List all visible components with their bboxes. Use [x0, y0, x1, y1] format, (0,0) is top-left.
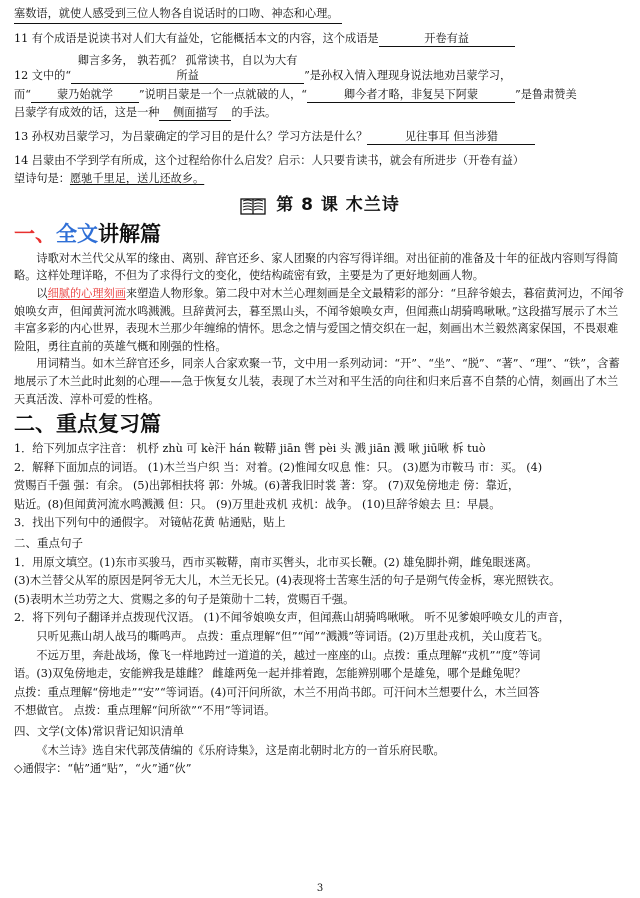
question-14: 14 吕蒙由不学到学有所成，这个过程给你什么启发？启示：人只要肯读书，就会有所进步（开卷有益） — [14, 153, 525, 167]
q13-answer: 见往事耳 但当涉猎 — [367, 129, 535, 145]
lesson-header — [14, 196, 626, 216]
literature-1: 《木兰诗》选自宋代郭茂倩编的《乐府诗集》，这是南北朝时北方的一首乐府民歌。 — [36, 743, 445, 757]
section-2-heading: 二、重点复习篇 — [14, 412, 161, 437]
paragraph-3: 用词精当。如木兰辞官还乡，同亲人合家欢聚一节，文中用一系列动词：“开”、“坐”、“脱”、“著”、“理”、“铁”，含蓄地展示了木兰此时此刻的心理——急于恢复女儿装，表现了木兰对和平生活的向往和归来后喜不自禁的心情，刻画出了木兰天真活泼、淳朴可爱的性格。 — [14, 357, 620, 406]
q12-answer-4: 侧面描写 — [159, 105, 231, 121]
q12-answer-1: 卿言多务， 孰若孤？ 孤常读书，自以为大有所益 — [71, 53, 304, 84]
paragraph-2: 以细腻的心理刻画来塑造人物形象。第二段中对木兰心理刻画是全文最精彩的部分：“旦辞爷娘去，暮宿黄河边，不闻爷娘唤女声，但闻黄河流水鸣溅溅。旦辞黄河去，暮至黑山头，不闻爷娘唤女声，但闻燕山胡骑鸣啾啾。”这段描写展示了木兰丰富多彩的内心世界，表现木兰那少年缠绵的情怀。思念之情与爱国之情交织在一起，刻画出木兰毅然离家保国，不畏艰难险阻，勇往直前的英雄气概和刚强的性格。 — [14, 286, 624, 353]
review-2c: 贴近。(8)但闻黄河流水鸣溅溅 但：只。 (9)万里赴戎机 戎机：战争。 (10)旦辞爷娘去 旦：早晨。 — [14, 497, 501, 511]
question-12-line2: 而“ 蒙乃始就学 ”说明吕蒙是一个一点就破的人，“ 卿今者才略，非复吴下阿蒙 ”是鲁肃赞美 — [14, 87, 577, 101]
key-2c: 不远万里，奔赴战场，像飞一样地跨过一道道的关，越过一座座的山。点拨：重点理解“戎机”“度”等词 — [36, 648, 541, 662]
q12-answer-3: 卿今者才略，非复吴下阿蒙 — [307, 87, 515, 103]
q14-answer: 愿驰千里足，送儿还故乡。 — [69, 172, 205, 186]
review-2a: 2．解释下面加点的词语。 (1)木兰当户织 当：对着。(2)惟闻女叹息 惟：只。 (3)愿为市鞍马 市：买。 (4) — [14, 460, 543, 474]
review-1: 1．给下列加点字注音： 机杼 zhù 可 kè汗 hán 鞍鞯 jiān 辔 pèi 头 溅 jiān 溅 啾 jiū啾 柝 tuò — [14, 442, 486, 456]
key-1c: (5)表明木兰功劳之大、赏赐之多的句子是策勋十二转，赏赐百千强。 — [14, 592, 355, 606]
review-2b: 赏赐百千强 强：有余。 (5)出郭相扶将 郭：外城。(6)著我旧时裳 著：穿。 (7)双兔傍地走 傍：靠近， — [14, 479, 520, 493]
intro-line: 塞数语，就使人感受到三位人物各自说话时的口吻、神态和心理。 — [14, 5, 342, 24]
page-number: 3 — [316, 883, 324, 894]
literature-heading: 四、文学(文体)常识背记知识清单 — [14, 724, 184, 738]
question-12: 12 文中的“卿言多务， 孰若孤？ 孤常读书，自以为大有所益 ”是孙权入情入理现身说法地劝吕蒙学习， — [14, 54, 512, 83]
key-1a: 1．用原文填空。(1)东市买骏马，西市买鞍鞯，南市买辔头，北市买长鞭。(2) 雄兔脚扑朔，雌兔眼迷离。 — [14, 555, 538, 569]
q12-answer-2: 蒙乃始就学 — [31, 87, 139, 103]
key-2f: 不想做官。 点拨：重点理解“问所欲”“不用”等词语。 — [14, 704, 276, 718]
key-2d: 语。(3)双兔傍地走，安能辨我是雄雌？ 雌雄两兔一起并排着跑，怎能辨别哪个是雄兔，哪个是雌兔呢？ — [14, 667, 526, 681]
key-sentences-heading: 二、重点句子 — [14, 536, 83, 551]
q11-answer: 开卷有益 — [379, 31, 515, 47]
question-14-line2: 望诗句是：愿驰千里足，送儿还故乡。 — [14, 172, 205, 186]
question-13: 13 孙权劝吕蒙学习，为吕蒙确定的学习目的是什么？学习方法是什么？ 见往事耳 但当涉猎 — [14, 128, 626, 146]
key-2a: 2．将下列句子翻译并点拨现代汉语。 (1)不闻爷娘唤女声，但闻燕山胡骑鸣啾啾。 听不见爹娘呼唤女儿的声音， — [14, 611, 570, 625]
paragraph-1: 诗歌对木兰代父从军的缘由、离别、辞官还乡、家人团聚的内容写得详细。对出征前的准备及十年的征战内容则写得简略。这样处理详略，不但为了求得行文的变化，使结构疏密有致，主要是为了更好地刻画人物。 — [14, 251, 619, 283]
highlight-text: 细腻的心理刻画 — [47, 286, 126, 300]
review-3: 3．找出下列句中的通假字。 对镜帖花黄 帖通贴，贴上 — [14, 516, 286, 530]
key-2b: 只听见燕山胡人战马的嘶鸣声。 点拨：重点理解“但”“闻”“溅溅”等词语。(2)万里赴戎机，关山度若飞。 — [36, 630, 549, 644]
key-1b: (3)木兰替父从军的原因是阿爷无大儿，木兰无长兄。(4)表现将士苦寒生活的句子是朔气传金柝，寒光照铁衣。 — [14, 574, 561, 588]
lesson-title: 第 8 课 木兰诗 — [276, 194, 400, 215]
literature-2: ◇通假字：“帖”通“贴”，“火”通“伙” — [14, 762, 192, 776]
key-2e: 点拨：重点理解“傍地走”“安”“等词语。(4)可汗问所欲，木兰不用尚书郎。可汗问木兰想要什么，木兰回答 — [14, 685, 540, 699]
section-1-heading: 一、全文讲解篇 — [14, 221, 161, 246]
question-11: 11 有个成语是说读书对人们大有益处，它能概括本文的内容，这个成语是 开卷有益 — [14, 30, 626, 48]
book-icon — [240, 196, 266, 216]
question-12-line3: 吕蒙学有成效的话，这是一种 侧面描写 的手法。 — [14, 106, 277, 120]
